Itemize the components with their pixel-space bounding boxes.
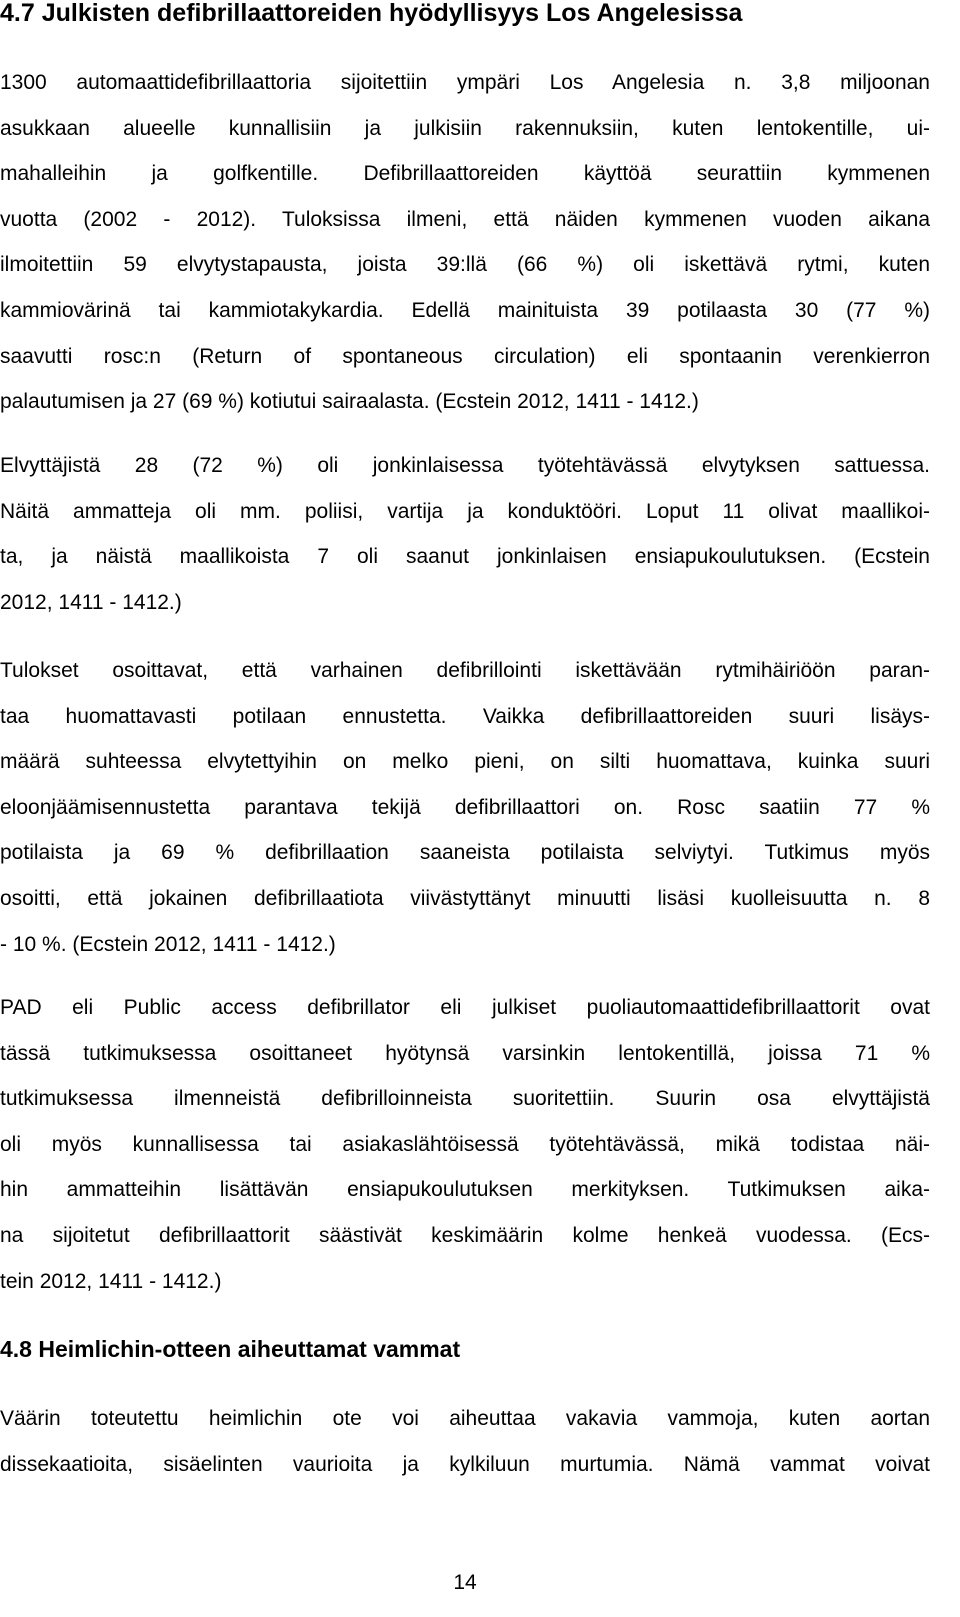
- section-heading-4-8: 4.8 Heimlichin-otteen aiheuttamat vammat: [0, 1336, 461, 1362]
- text-line: vuotta (2002 - 2012). Tuloksissa ilmeni, että näiden kymmenen vuoden aikana: [0, 207, 930, 231]
- paragraph-pad: [0, 985, 930, 1304]
- text-line: na sijoitetut defibrillaattorit säästivät keskimäärin kolme henkeä vuodessa. (Ecs-: [0, 1223, 930, 1247]
- text-line: tein 2012, 1411 - 1412.): [0, 1269, 222, 1293]
- text-line: Näitä ammatteja oli mm. poliisi, vartija ja konduktööri. Loput 11 olivat maallikoi-: [0, 499, 930, 523]
- text-line: saavutti rosc:n (Return of spontaneous circulation) eli spontaanin verenkierron: [0, 344, 930, 368]
- text-line: potilaista ja 69 % defibrillaation saaneista potilaista selviytyi. Tutkimus myös: [0, 841, 930, 865]
- text-line: PAD eli Public access defibrillator eli julkiset puoliautomaattidefibrillaattorit ovat: [0, 996, 930, 1019]
- paragraph-results: [0, 648, 930, 967]
- text-line: 1300 automaattidefibrillaattoria sijoitettiin ympäri Los Angelesia n. 3,8 miljoonan: [0, 71, 930, 94]
- text-line: palautumisen ja 27 (69 %) kotiutui sairaalasta. (Ecstein 2012, 1411 - 1412.): [0, 390, 699, 414]
- text-line: oli myös kunnallisessa tai asiakaslähtöisessä työtehtävässä, mikä todistaa näi-: [0, 1132, 930, 1156]
- paragraph-rescuers: [0, 443, 930, 625]
- text-line: 2012, 1411 - 1412.): [0, 590, 182, 614]
- paragraph-heimlich-injuries: [0, 1396, 930, 1487]
- text-line: asukkaan alueelle kunnallisiin ja julkisiin rakennuksiin, kuten lentokentille, ui-: [0, 116, 930, 140]
- paragraph-defibrillator-placement: [0, 60, 930, 425]
- text-line: eloonjäämisennustetta parantava tekijä defibrillaattori on. Rosc saatiin 77 %: [0, 795, 930, 819]
- text-line: hin ammatteihin lisättävän ensiapukoulutuksen merkityksen. Tutkimuksen aika-: [0, 1178, 930, 1202]
- text-line: tässä tutkimuksessa osoittaneet hyötynsä varsinkin lentokentillä, joissa 71 %: [0, 1041, 930, 1065]
- text-line: Tulokset osoittavat, että varhainen defibrillointi iskettävään rytmihäiriöön paran-: [0, 659, 930, 682]
- text-line: - 10 %. (Ecstein 2012, 1411 - 1412.): [0, 932, 336, 956]
- text-line: dissekaatioita, sisäelinten vaurioita ja kylkiluun murtumia. Nämä vammat voivat: [0, 1452, 930, 1476]
- text-line: mahalleihin ja golfkentille. Defibrillaattoreiden käyttöä seurattiin kymmenen: [0, 162, 930, 186]
- text-line: määrä suhteessa elvytettyihin on melko pieni, on silti huomattava, kuinka suuri: [0, 750, 930, 774]
- text-line: ilmoitettiin 59 elvytystapausta, joista 39:llä (66 %) oli iskettävä rytmi, kuten: [0, 253, 930, 277]
- text-line: tutkimuksessa ilmenneistä defibrilloinneista suoritettiin. Suurin osa elvyttäjistä: [0, 1087, 930, 1111]
- text-line: ta, ja näistä maallikoista 7 oli saanut jonkinlaisen ensiapukoulutuksen. (Ecstein: [0, 545, 930, 569]
- section-heading-4-7: 4.7 Julkisten defibrillaattoreiden hyödyllisyys Los Angelesissa: [0, 0, 743, 27]
- page-number: 14: [453, 1571, 477, 1594]
- text-line: taa huomattavasti potilaan ennustetta. Vaikka defibrillaattoreiden suuri lisäys-: [0, 704, 930, 728]
- text-line: Väärin toteutettu heimlichin ote voi aiheuttaa vakavia vammoja, kuten aortan: [0, 1407, 930, 1430]
- text-line: kammiovärinä tai kammiotakykardia. Edellä mainituista 39 potilaasta 30 (77 %): [0, 298, 930, 322]
- text-line: Elvyttäjistä 28 (72 %) oli jonkinlaisessa työtehtävässä elvytyksen sattuessa.: [0, 454, 930, 477]
- text-line: osoitti, että jokainen defibrillaatiota viivästyttänyt minuutti lisäsi kuolleisuutta n. 8: [0, 886, 930, 910]
